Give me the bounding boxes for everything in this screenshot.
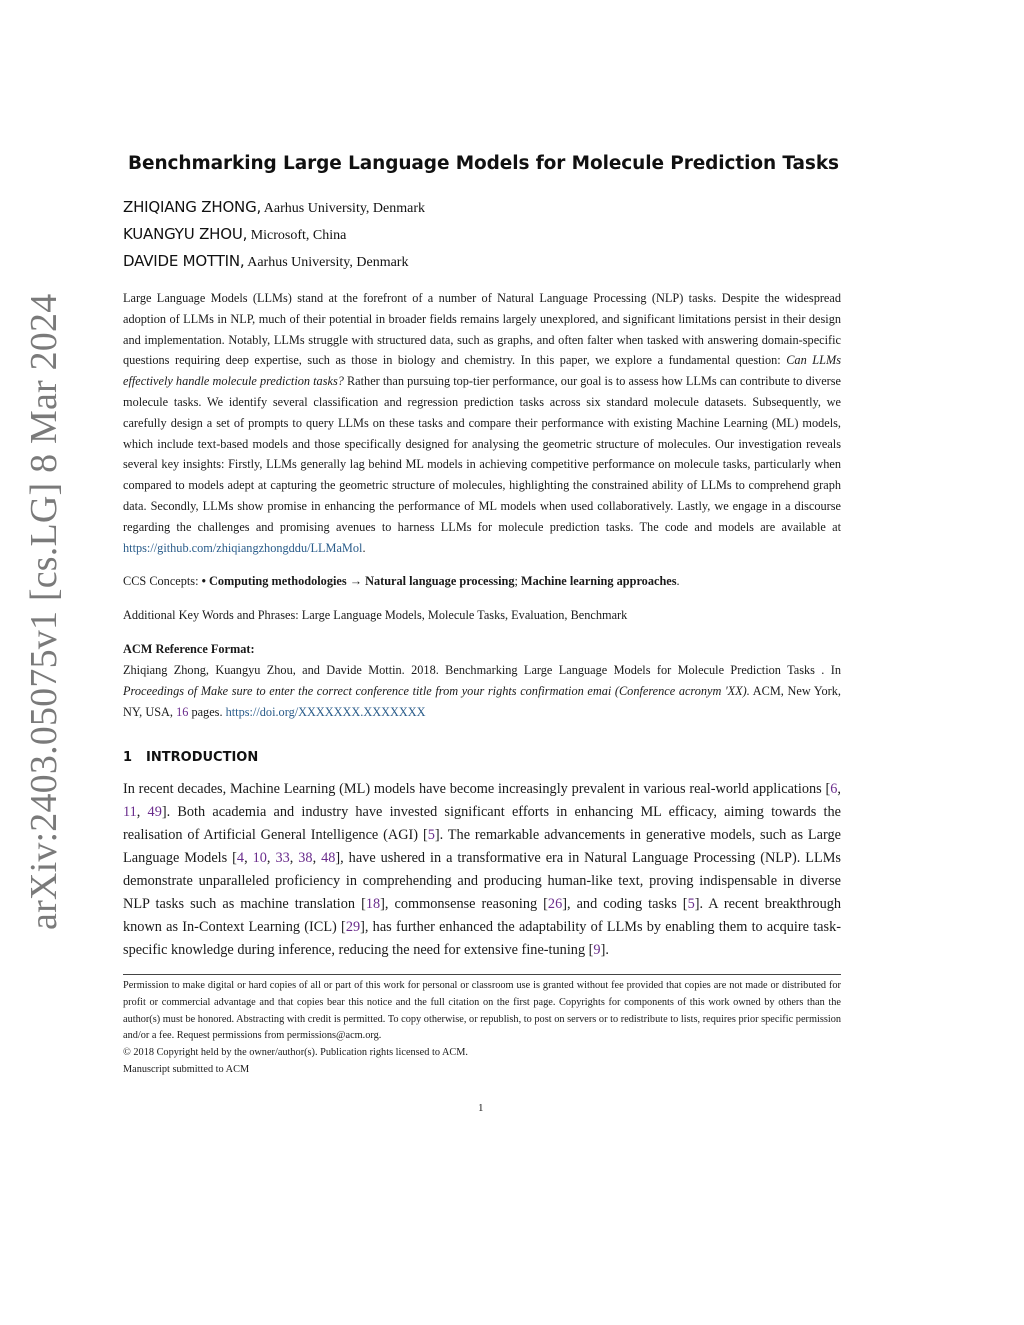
page-count-link[interactable]: 16 <box>176 704 189 719</box>
author-name: DAVIDE MOTTIN, <box>123 252 245 270</box>
section-title: INTRODUCTION <box>146 750 259 765</box>
intro-text: , <box>244 850 253 866</box>
ccs-end: . <box>676 574 680 588</box>
acm-reference-text: Zhiqiang Zhong, Kuangyu Zhou, and Davide Mottin. 2018. Benchmarking Large Language Models for Molecule Prediction Tasks . In <box>123 663 841 677</box>
ccs-concepts <box>123 571 841 592</box>
acm-reference-proceedings: Proceedings of Make sure to enter the correct conference title from your rights confirmation emai (Conference acronym 'XX). <box>123 683 750 698</box>
ccs-label: CCS Concepts: <box>123 574 202 588</box>
abstract-text: Rather than pursuing top-tier performance, our goal is to assess how LLMs can contribute to diverse molecule tasks. We identify several classification and regression prediction tasks across six standard molecule datasets. Subsequently, we carefully design a set of prompts to query LLMs on these tasks and compare their performance with existing Machine Learning (ML) models, which include text-based models and those specifically designed for analysing the geometric structure of molecules. Our investigation reveals several key insights: Firstly, LLMs generally lag behind ML models in achieving competitive performance on molecule tasks, particularly when compared to models adept at capturing the geometric structure of molecules, highlighting the constrained ability of LLMs to comprehend graph data. Secondly, LLMs show promise in enhancing the performance of ML models when used collaboratively. Lastly, we engage in a discourse regarding the challenges and promising avenues to harness LLMs for molecule prediction tasks. The code and models are available at <box>123 374 841 534</box>
citation-link[interactable]: 48 <box>321 850 336 866</box>
citation-link[interactable]: 38 <box>298 850 313 866</box>
intro-text: , <box>266 850 276 866</box>
acm-reference-format <box>123 660 841 722</box>
code-repository-link[interactable]: https://github.com/zhiqiangzhongddu/LLMaMol <box>123 540 363 555</box>
citation-link[interactable]: 26 <box>547 896 563 912</box>
citation-link[interactable]: 5 <box>427 827 435 843</box>
author-affiliation: Microsoft, China <box>250 228 347 243</box>
intro-text: , <box>136 804 148 820</box>
copyright-notice: © 2018 Copyright held by the owner/author(s). Publication rights licensed to ACM. <box>123 1047 469 1059</box>
intro-text: , <box>837 781 841 797</box>
acm-reference-heading <box>123 639 841 660</box>
arxiv-identifier: arXiv:2403.05075v1 [cs.LG] 8 Mar 2024 <box>23 293 65 930</box>
page-number: 1 <box>478 1102 484 1114</box>
author-name: ZHIQIANG ZHONG, <box>123 198 262 216</box>
citation-link[interactable]: 4 <box>236 850 245 866</box>
citation-link[interactable]: 6 <box>830 781 838 797</box>
author-affiliation: Aarhus University, Denmark <box>247 255 409 270</box>
ccs-separator: ; <box>514 574 521 588</box>
manuscript-notice: Manuscript submitted to ACM <box>123 1063 250 1075</box>
citation-link[interactable]: 9 <box>593 942 601 958</box>
abstract-text: Large Language Models (LLMs) stand at the forefront of a number of Natural Language Processing (NLP) tasks. Despite the widespread adoption of LLMs in NLP, much of their potential in broader fields remains largely unexplored, and significant limitations persist in their design and implementation. Notably, LLMs struggle with structured data, such as graphs, and often falter when tasked with answering domain-specific questions requiring deep expertise, such as those in biology and chemistry. In this paper, we explore a fundamental question: <box>123 291 841 368</box>
abstract-question: Can LLMs effectively handle molecule prediction tasks? <box>123 353 841 389</box>
footnote-divider <box>123 974 841 975</box>
intro-text: In recent decades, Machine Learning (ML) models have become increasingly prevalent in various real-world applications [ <box>123 781 831 797</box>
acm-reference-title: ACM Reference Format: <box>123 642 255 656</box>
ccs-bullet: • <box>201 574 209 588</box>
abstract-end: . <box>362 540 366 555</box>
permission-notice: Permission to make digital or hard copies of all or part of this work for personal or classroom use is granted without fee provided that copies are not made or distributed for profit or commercial advantage and that copies bear this notice and the full citation on the first page. Copyrights for components of this work owned by others than the author(s) must be honored. Abstracting with credit is permitted. To copy otherwise, or republish, to post on servers or to redistribute to lists, requires prior specific permission and/or a fee. Request permissions from permissions@acm.org. <box>123 980 841 1042</box>
footnote <box>123 978 841 1079</box>
author-affiliation: Aarhus University, Denmark <box>263 201 426 216</box>
author-line <box>123 252 408 271</box>
citation-link[interactable]: 10 <box>252 850 267 866</box>
citation-link[interactable]: 29 <box>345 919 361 935</box>
intro-text: ], commonsense reasoning [ <box>380 896 548 912</box>
author-line <box>123 198 425 217</box>
intro-text: ], has further enhanced the adaptability of LLMs by enabling them to acquire task-specific knowledge during inference, reducing the need for extensive fine-tuning [ <box>123 919 841 958</box>
citation-link[interactable]: 49 <box>147 804 162 820</box>
acm-reference-pages: pages. <box>188 704 226 719</box>
keywords <box>123 605 841 626</box>
keywords-text: Large Language Models, Molecule Tasks, Evaluation, Benchmark <box>301 608 628 622</box>
author-line <box>123 225 346 244</box>
introduction-paragraph <box>123 778 841 962</box>
citation-link[interactable]: 11 <box>123 804 137 820</box>
ccs-concept: Machine learning approaches <box>520 574 677 588</box>
citation-link[interactable]: 5 <box>687 896 695 912</box>
citation-link[interactable]: 33 <box>275 850 290 866</box>
acm-reference-publisher: ACM, New York, NY, USA, <box>123 683 841 719</box>
keywords-label: Additional Key Words and Phrases: <box>123 608 302 622</box>
section-number: 1 <box>123 750 133 765</box>
intro-text: ]. A recent breakthrough known as In-Context Learning (ICL) [ <box>123 896 842 935</box>
intro-text: ], have ushered in a transformative era in Natural Language Processing (NLP). LLMs demonstrate unparalleled proficiency in comprehending and producing human-like text, proving indispensable in diverse NLP tasks such as machine translation [ <box>123 850 841 912</box>
intro-text: ]. <box>600 942 609 958</box>
intro-text: , <box>312 850 322 866</box>
paper-title: Benchmarking Large Language Models for Molecule Prediction Tasks <box>128 153 839 174</box>
intro-text: ]. Both academia and industry have invested significant efforts in enhancing ML efficacy, aiming towards the realisation of Artificial General Intelligence (AGI) [ <box>123 804 841 843</box>
author-name: KUANGYU ZHOU, <box>123 225 248 243</box>
doi-link[interactable]: https://doi.org/XXXXXXX.XXXXXXX <box>225 704 426 719</box>
intro-text: , <box>289 850 299 866</box>
intro-text: ], and coding tasks [ <box>562 896 688 912</box>
intro-text: ]. The remarkable advancements in generative models, such as Large Language Models [ <box>123 827 841 866</box>
ccs-concept: Computing methodologies → Natural language processing <box>208 574 515 588</box>
citation-link[interactable]: 18 <box>365 896 381 912</box>
section-heading <box>123 750 258 765</box>
abstract <box>123 288 841 558</box>
